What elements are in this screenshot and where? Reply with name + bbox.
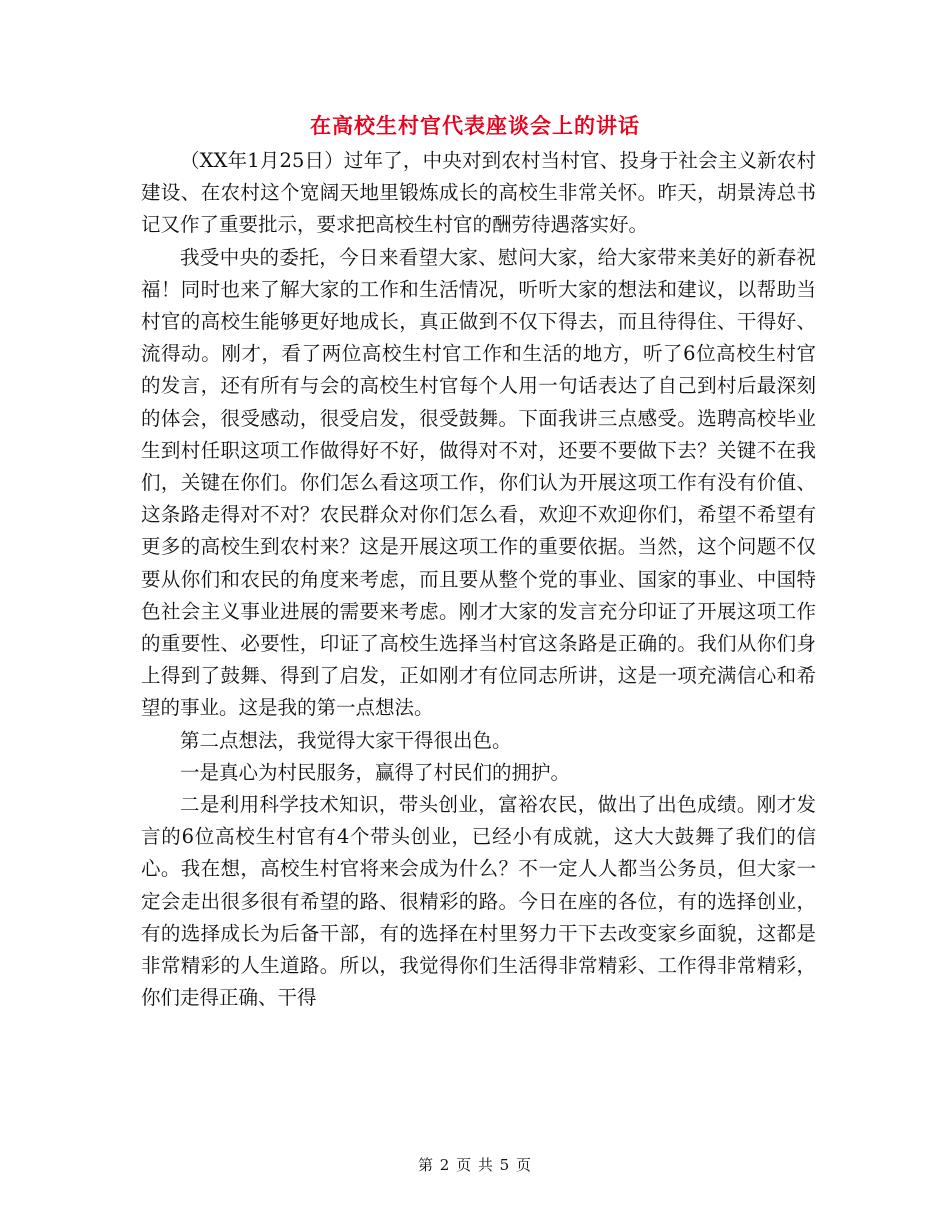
document-title: 在高校生村官代表座谈会上的讲话 bbox=[310, 113, 640, 138]
paragraph-2: 我受中央的委托，今日来看望大家、慰问大家，给大家带来美好的新春祝福！同时也来了解大家的工作和生活情况，听听大家的想法和建议，以帮助当村官的高校生能够更好地成长，真正做到不仅下得去，而且待得住、干得好、流得动。刚才，看了两位高校生村官工作和生活的地方，听了6位高校生村官的发言，还有所有与会的高校生村官每个人用一句话表达了自己到村后最深刻的体会，很受感动，很受启发，很受鼓舞。下面我讲三点感受。选聘高校毕业生到村任职这项工作做得好不好，做得对不对，还要不要做下去？关键不在我们，关键在你们。你们怎么看这项工作，你们认为开展这项工作有没有价值、这条路走得对不对？农民群众对你们怎么看，欢迎不欢迎你们，希望不希望有更多的高校生到农村来？这是开展这项工作的重要依据。当然，这个问题不仅要从你们和农民的角度来考虑，而且要从整个党的事业、国家的事业、中国特色社会主义事业进展的需要来考虑。刚才大家的发言充分印证了开展这项工作的重要性、必要性，印证了高校生选择当村官这条路是正确的。我们从你们身上得到了鼓舞、得到了启发，正如刚才有位同志所讲，这是一项充满信心和希望的事业。这是我的第一点想法。 bbox=[141, 245, 816, 720]
paragraph-5: 二是利用科学技术知识，带头创业，富裕农民，做出了出色成绩。刚才发言的6位高校生村官有4个带头创业，已经小有成就，这大大鼓舞了我们的信心。我在想，高校生村官将来会成为什么？不一定人人都当公务员，但大家一定会走出很多很有希望的路、很精彩的路。今日在座的各位，有的选择创业，有的选择成长为后备干部，有的选择在村里努力干下去改变家乡面貌，这都是非常精彩的人生道路。所以，我觉得你们生活得非常精彩、工作得非常精彩，你们走得正确、干得 bbox=[141, 793, 816, 1010]
paragraph-4: 一是真心为村民服务，赢得了村民们的拥护。 bbox=[180, 760, 571, 784]
page-number-footer: 第 2 页 共 5 页 bbox=[418, 1156, 532, 1174]
document-body bbox=[141, 145, 816, 1014]
paragraph-3: 第二点想法，我觉得大家干得很出色。 bbox=[180, 728, 512, 752]
paragraph-1: （XX年1月25日）过年了，中央对到农村当村官、投身于社会主义新农村建设、在农村这个宽阔天地里锻炼成长的高校生非常关怀。昨天，胡景涛总书记又作了重要批示，要求把高校生村官的酬劳待遇落实好。 bbox=[141, 149, 816, 237]
